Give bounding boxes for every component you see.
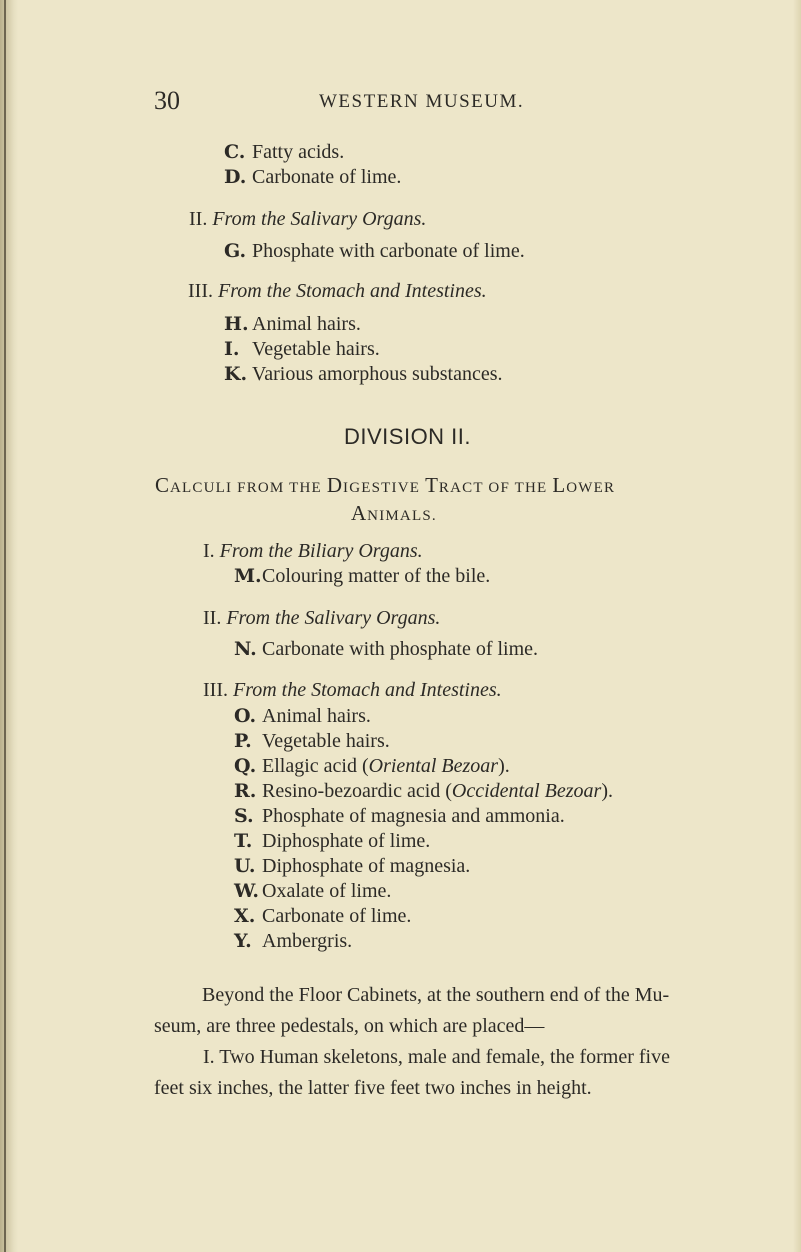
section-heading: III. From the Stomach and Intestines. [203,679,502,701]
blackletter-u-glyph: U. [234,855,256,877]
list-item: T. Diphosphate of lime. [234,830,431,852]
blackletter-y-glyph: Y. [234,930,252,952]
list-item: N. Carbonate with phosphate of lime. [234,638,539,660]
division-heading: DIVISION II. [344,424,472,449]
blackletter-h-glyph: H. [224,313,249,335]
section-heading: II. From the Salivary Organs. [189,208,427,230]
blackletter-c-glyph: C. [224,141,246,163]
paragraph-line: I. Two Human skeletons, male and female, the former five [203,1046,670,1068]
blackletter-p-glyph: P. [234,730,252,752]
blackletter-m-glyph: M. [234,565,262,587]
paragraph-line: feet six inches, the latter five feet two inches in height. [154,1077,592,1099]
blackletter-q-glyph: Q. [234,755,257,777]
list-item: P. Vegetable hairs. [234,730,390,752]
binding-line [4,0,6,1252]
division-title-line1: CALCULI FROM THE DIGESTIVE TRACT OF THE LOWER [155,473,616,497]
blackletter-o-glyph: O. [234,705,257,727]
blackletter-w-glyph: W. [234,880,259,902]
running-head: WESTERN MUSEUM. [319,91,525,112]
list-item: W. Oxalate of lime. [234,880,392,902]
list-item: X. Carbonate of lime. [234,905,412,927]
blackletter-k-glyph: K. [224,363,248,385]
page-number: 30 [154,86,180,115]
list-item: U. Diphosphate of magnesia. [234,855,471,877]
list-item: M.Colouring matter of the bile. [234,565,491,587]
blackletter-s-glyph: S. [234,805,254,827]
list-item: Y. Ambergris. [234,930,353,952]
blackletter-n-glyph: N. [234,638,257,660]
section-heading: I. From the Biliary Organs. [203,540,423,562]
section-heading: II. From the Salivary Organs. [203,607,441,629]
list-item: D. Carbonate of lime. [224,166,402,188]
list-item: K. Various amorphous substances. [224,363,503,385]
blackletter-x-glyph: X. [234,905,256,927]
blackletter-r-glyph: R. [234,780,257,802]
list-item: C. Fatty acids. [224,141,345,163]
blackletter-t-glyph: T. [234,830,253,852]
blackletter-i-glyph: I. [224,338,240,360]
list-item: H. Animal hairs. [224,313,361,335]
list-item: S. Phosphate of magnesia and ammonia. [234,805,565,827]
section-heading: III. From the Stomach and Intestines. [188,280,487,302]
blackletter-d-glyph: D. [224,166,247,188]
list-item: Q. Ellagic acid (Oriental Bezoar). [234,755,510,777]
page-right-edge [793,0,801,1252]
list-item: O. Animal hairs. [234,705,371,727]
paragraph-line: Beyond the Floor Cabinets, at the southern end of the Mu- [202,984,670,1006]
page-binding-edge [0,0,18,1252]
division-title-line2: ANIMALS. [351,501,437,525]
paragraph-line: seum, are three pedestals, on which are placed— [154,1015,545,1037]
list-item: I. Vegetable hairs. [224,338,380,360]
list-item: G. Phosphate with carbonate of lime. [224,240,525,262]
list-item: R. Resino-bezoardic acid (Occidental Bezoar). [234,780,613,802]
blackletter-g-glyph: G. [224,240,247,262]
